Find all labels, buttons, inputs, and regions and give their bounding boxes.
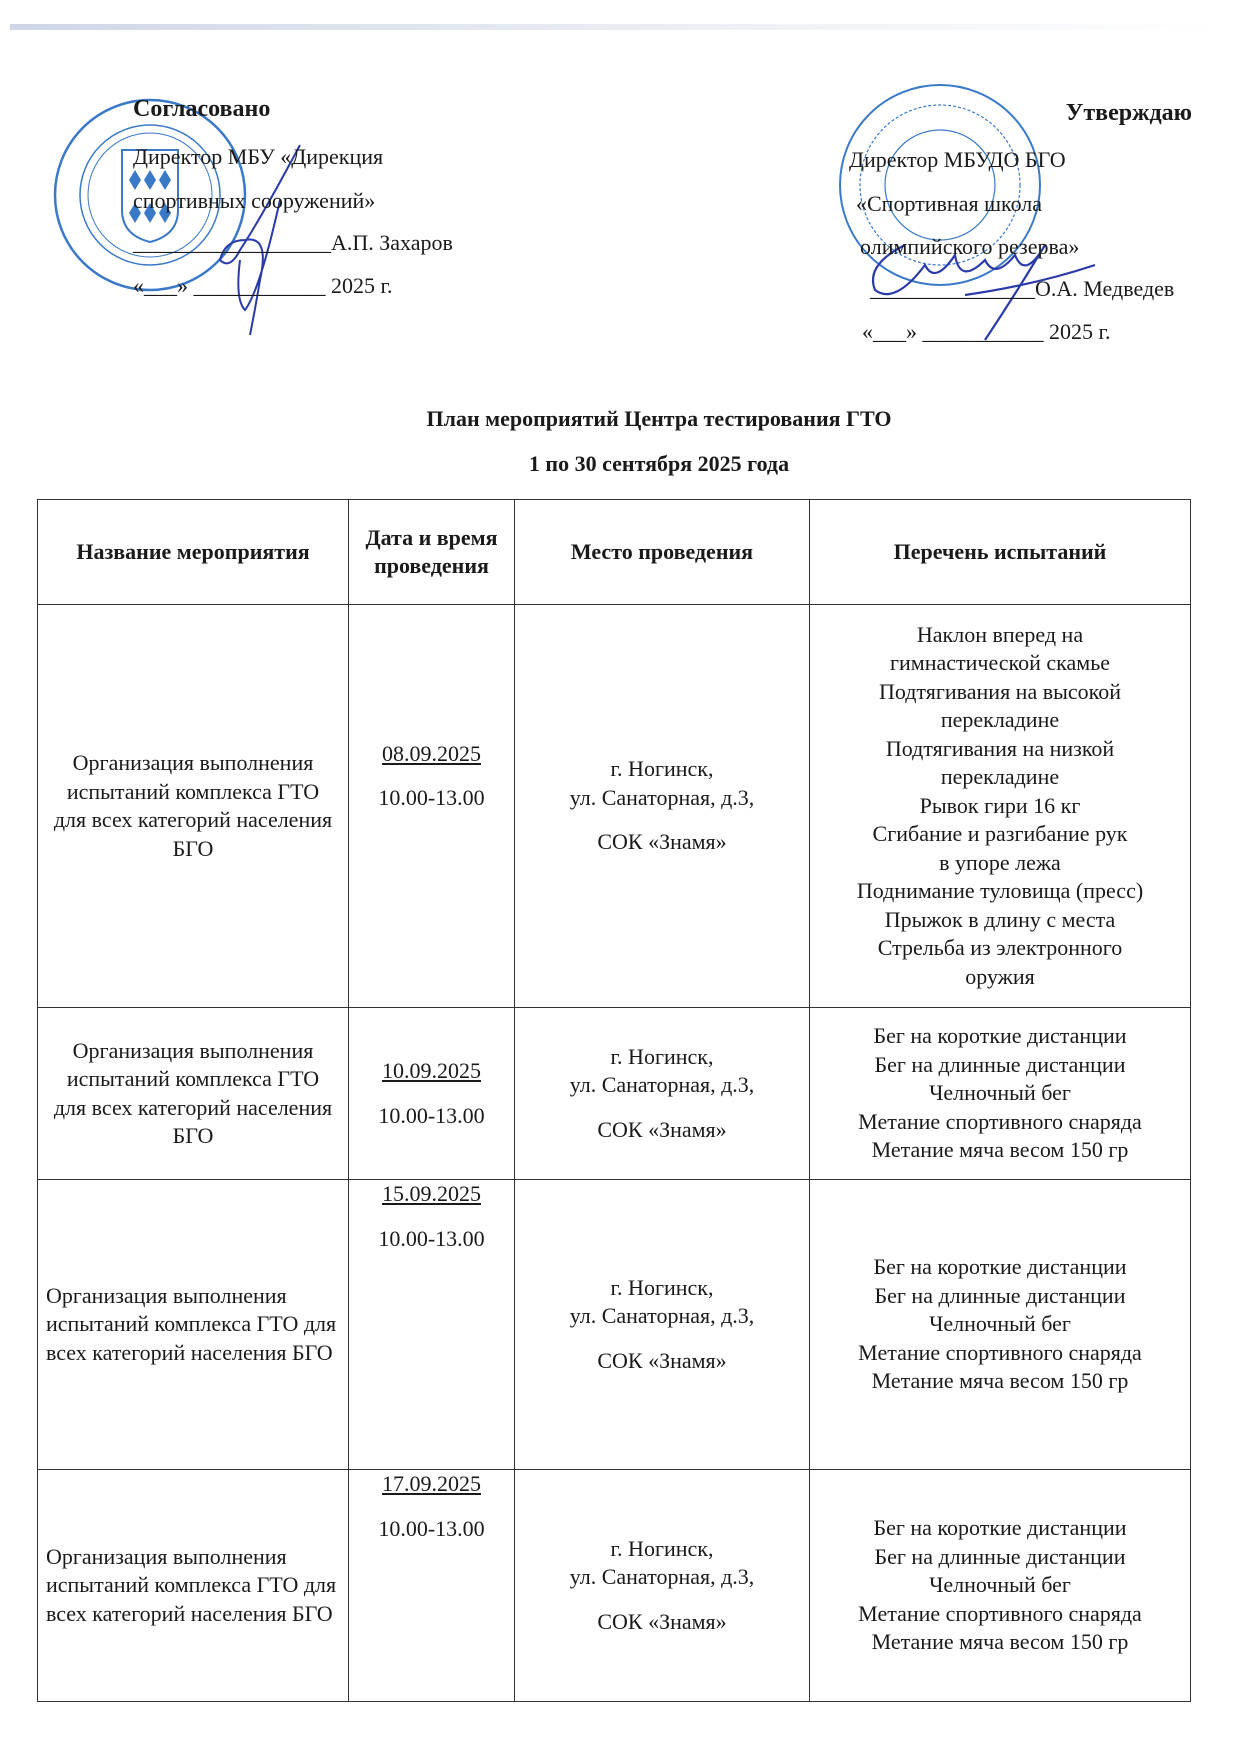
test-item: Прыжок в длину с места <box>884 906 1116 932</box>
place-city: г. Ногинск, <box>610 1274 714 1300</box>
approval-left-date-line: «___» ____________ 2025 г. <box>133 273 393 298</box>
approval-right-organization-2: олимпийского резерва» <box>860 234 1080 259</box>
event-time: 10.00-13.00 <box>378 1515 485 1541</box>
place-venue: СОК «Знамя» <box>597 1347 727 1373</box>
event-date: 08.09.2025 <box>382 740 481 766</box>
place-street: ул. Санаторная, д.3, <box>569 1303 755 1329</box>
test-item: Бег на короткие дистанции <box>873 1254 1127 1280</box>
header-event-name: Название мероприятия <box>38 500 349 605</box>
event-date-time <box>349 1180 515 1470</box>
table-row <box>38 1180 1191 1470</box>
document-title: План мероприятий Центра тестирования ГТО <box>426 406 892 431</box>
place-street: ул. Санаторная, д.3, <box>569 1072 755 1098</box>
event-time: 10.00-13.00 <box>378 1225 485 1251</box>
place-street: ул. Санаторная, д.3, <box>569 1564 755 1590</box>
header-tests: Перечень испытаний <box>810 500 1191 605</box>
test-item: Метание мяча весом 150 гр <box>871 1629 1129 1655</box>
event-name: Организация выполнения испытаний комплекса ГТО для всех категорий населения БГО <box>38 1470 349 1702</box>
event-time: 10.00-13.00 <box>378 785 485 810</box>
test-item: оружия <box>965 963 1035 989</box>
event-date: 10.09.2025 <box>382 1058 481 1083</box>
place-venue: СОК «Знамя» <box>597 1116 727 1142</box>
event-date: 15.09.2025 <box>382 1181 481 1206</box>
test-item: Бег на длинные дистанции <box>874 1282 1126 1308</box>
test-item: Челночный бег <box>929 1080 1071 1106</box>
table-row <box>38 605 1191 1008</box>
test-item: Бег на короткие дистанции <box>873 1515 1127 1541</box>
event-place <box>515 605 810 1008</box>
test-item: Челночный бег <box>929 1311 1071 1337</box>
approval-left-heading: Согласовано <box>133 96 271 122</box>
test-item: Наклон вперед на <box>916 621 1084 647</box>
event-time: 10.00-13.00 <box>378 1102 485 1128</box>
scan-edge <box>10 24 1220 30</box>
test-item: Поднимание туловища (пресс) <box>856 878 1144 904</box>
document-subtitle: 1 по 30 сентября 2025 года <box>528 451 790 476</box>
place-venue: СОК «Знамя» <box>597 1608 727 1634</box>
events-table <box>37 499 1191 1702</box>
approval-right-signature-line: _______________О.А. Медведев <box>870 276 1175 301</box>
event-name: Организация выполнения испытаний комплекса ГТО для всех категорий населения БГО <box>38 605 349 1008</box>
event-name: Организация выполнения испытаний комплекса ГТО для всех категорий населения БГО <box>38 1008 349 1180</box>
approval-left-signature-line: __________________А.П. Захаров <box>133 230 453 255</box>
event-place <box>515 1470 810 1702</box>
approval-left-organization: спортивных сооружений» <box>133 188 376 213</box>
event-tests <box>810 1180 1191 1470</box>
test-item: Метание спортивного снаряда <box>858 1600 1142 1626</box>
approval-right-date-line: «___» ___________ 2025 г. <box>862 319 1111 344</box>
test-item: Подтягивания на низкой <box>885 735 1115 761</box>
approval-right-organization-1: «Спортивная школа <box>856 191 1043 216</box>
place-city: г. Ногинск, <box>610 756 714 782</box>
event-place <box>515 1008 810 1180</box>
table-row <box>38 1008 1191 1180</box>
test-item: Стрельба из электронного <box>877 935 1123 961</box>
test-item: Рывок гири 16 кг <box>919 792 1081 818</box>
test-item: Метание спортивного снаряда <box>858 1339 1142 1365</box>
test-item: в упоре лежа <box>939 849 1061 875</box>
test-item: Челночный бег <box>929 1572 1071 1598</box>
event-tests <box>810 1470 1191 1702</box>
test-item: гимнастической скамье <box>890 650 1110 676</box>
event-tests <box>810 605 1191 1008</box>
event-name: Организация выполнения испытаний комплекса ГТО для всех категорий населения БГО <box>38 1180 349 1470</box>
place-city: г. Ногинск, <box>610 1043 714 1069</box>
approval-right-heading: Утверждаю <box>1065 100 1192 126</box>
approval-right-position: Директор МБУДО БГО <box>849 147 1066 172</box>
event-date: 17.09.2025 <box>382 1471 481 1496</box>
test-item: Метание мяча весом 150 гр <box>871 1137 1129 1163</box>
test-item: Подтягивания на высокой <box>878 678 1122 704</box>
test-item: Метание спортивного снаряда <box>858 1108 1142 1134</box>
test-item: перекладине <box>940 764 1060 790</box>
place-venue: СОК «Знамя» <box>597 829 727 855</box>
event-date-time <box>349 1008 515 1180</box>
test-item: Бег на короткие дистанции <box>873 1023 1127 1049</box>
table-row <box>38 1470 1191 1702</box>
approval-left-position: Директор МБУ «Дирекция <box>133 144 384 169</box>
test-item: Бег на длинные дистанции <box>874 1543 1126 1569</box>
test-item: Метание мяча весом 150 гр <box>871 1368 1129 1394</box>
event-tests <box>810 1008 1191 1180</box>
event-date-time <box>349 1470 515 1702</box>
test-item: перекладине <box>940 707 1060 733</box>
place-city: г. Ногинск, <box>610 1535 714 1561</box>
test-item: Бег на длинные дистанции <box>874 1051 1126 1077</box>
table-header-row <box>38 500 1191 605</box>
place-street: ул. Санаторная, д.3, <box>569 784 755 810</box>
header-place: Место проведения <box>515 500 810 605</box>
event-place <box>515 1180 810 1470</box>
header-date-time: Дата и время проведения <box>349 500 515 605</box>
event-date-time <box>349 605 515 1008</box>
test-item: Сгибание и разгибание рук <box>872 821 1128 847</box>
